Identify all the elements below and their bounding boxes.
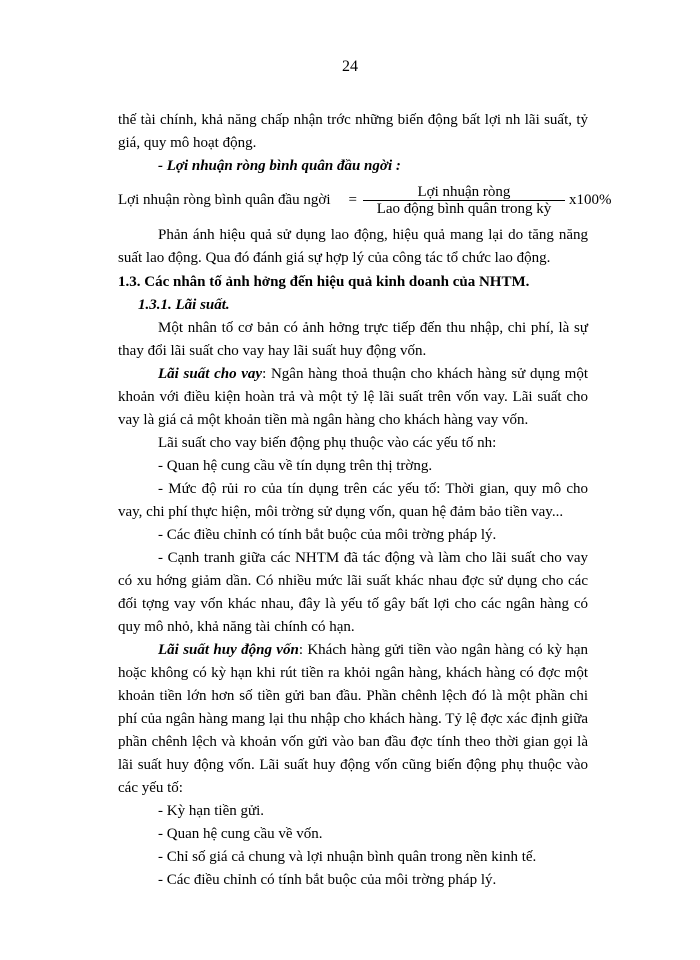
list-item: - Cạnh tranh giữa các NHTM đã tác động và làm cho lãi suất cho vay có xu hớng giảm dần. Có nhiều mức lãi suất khác nhau đợc sử dụng cho các đối tợng vay vốn khác nhau, đây là yếu tố gây bất lợi cho các ngân hàng có quy mô nhỏ, khả năng tài chính có hạn. (118, 550, 588, 635)
formula-equals: = (348, 191, 357, 208)
formula-numerator: Lợi nhuận ròng (417, 183, 511, 200)
list-item: - Các điều chỉnh có tính bắt buộc của môi trờng pháp lý. (158, 872, 497, 888)
page-number: 24 (342, 58, 358, 75)
document-body (118, 109, 612, 892)
paragraph-intro: thế tài chính, khả năng chấp nhận trớc những biến động bất lợi nh lãi suất, tỷ giá, quy mô hoạt động. (118, 112, 588, 151)
section-heading-1-3: 1.3. Các nhân tố ảnh hởng đến hiệu quả kinh doanh của NHTM. (118, 274, 530, 290)
subheading-net-profit: - Lợi nhuận ròng bình quân đầu ngời : (158, 158, 401, 174)
paragraph-interest-factor: Một nhân tố cơ bản có ảnh hởng trực tiếp đến thu nhập, chi phí, là sự thay đổi lãi suất cho vay hay lãi suất huy động vốn. (118, 320, 588, 359)
formula-lhs: Lợi nhuận ròng bình quân đầu ngời (118, 191, 331, 208)
list-item: - Mức độ rủi ro của tín dụng trên các yếu tố: Thời gian, quy mô cho vay, chi phí thực hiện, môi trờng sử dụng vốn, quan hệ đảm bảo tiền vay... (118, 481, 588, 520)
deposit-rate-text: : Khách hàng gửi tiền vào ngân hàng có kỳ hạn hoặc không có kỳ hạn khi rút tiền ra khỏi ngân hàng, khách hàng có đợc một khoản tiền lớn hơn số tiền gửi ban đầu. Phần chênh lệch đó là một phần chi phí của ngân hàng mang lại thu nhập cho khách hàng. Tỷ lệ đợc xác định giữa phần chênh lệch và khoản vốn gửi vào ban đầu đợc tính theo thời gian gọi là lãi suất huy động vốn. Lãi suất huy động vốn cũng biến động phụ thuộc vào các yếu tố: (118, 642, 588, 796)
loan-rate-text: : Ngân hàng thoả thuận cho khách hàng sử dụng một khoản với điều kiện hoàn trả và một tỷ lệ lãi suất trên vốn vay. Lãi suất cho vay là giá cả một khoản tiền mà ngân hàng cho khách hàng vay vốn. (118, 366, 588, 428)
net-profit-formula (118, 182, 612, 218)
formula-fraction (363, 184, 565, 217)
list-item: - Quan hệ cung cầu về vốn. (158, 826, 323, 842)
list-item: - Kỳ hạn tiền gửi. (158, 803, 265, 819)
paragraph-labor-efficiency: Phản ánh hiệu quả sử dụng lao động, hiệu quả mang lại do tăng năng suất lao động. Qua đó đánh giá sự hợp lý của công tác tổ chức lao động. (118, 227, 588, 266)
list-item: - Quan hệ cung cầu về tín dụng trên thị trờng. (158, 458, 433, 474)
loan-rate-term: Lãi suất cho vay (158, 366, 263, 382)
list-item: - Các điều chỉnh có tính bắt buộc của môi trờng pháp lý. (158, 527, 497, 543)
paragraph-deposit-rate (118, 639, 588, 800)
section-heading-1-3-1: 1.3.1. Lãi suất. (138, 297, 230, 313)
paragraph-loan-factors-intro: Lãi suất cho vay biến động phụ thuộc vào các yếu tố nh: (158, 435, 497, 451)
paragraph-loan-rate (118, 363, 588, 432)
deposit-rate-term: Lãi suất huy động vốn (158, 642, 299, 658)
formula-multiplier: x100% (568, 191, 612, 208)
formula-denominator: Lao động bình quân trong kỳ (376, 200, 552, 217)
list-item: - Chỉ số giá cả chung và lợi nhuận bình quân trong nền kinh tế. (158, 849, 537, 865)
